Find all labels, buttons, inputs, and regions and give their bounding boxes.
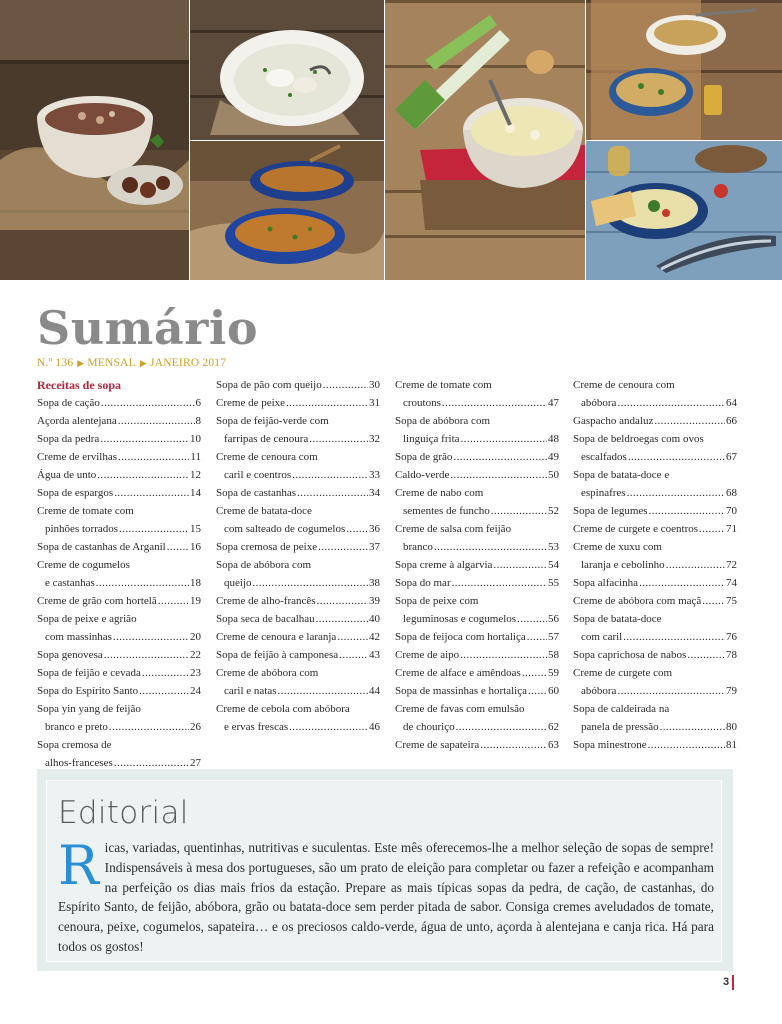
- toc-entry[interactable]: [37, 700, 201, 736]
- toc-entry[interactable]: [395, 412, 559, 448]
- toc-entry[interactable]: [216, 412, 380, 448]
- toc-entry[interactable]: [37, 484, 201, 502]
- toc-leader-dots: [648, 736, 725, 754]
- toc-entry-title: leguminosas e cogumelos: [403, 613, 517, 625]
- page-title: Sumário: [37, 301, 259, 355]
- toc-leader-dots: [434, 538, 547, 556]
- toc-entry[interactable]: [216, 664, 380, 700]
- toc-entry[interactable]: [395, 466, 559, 484]
- toc-entry-page: 59: [548, 667, 559, 679]
- toc-entry-page: 68: [726, 487, 737, 499]
- toc-column-1: [37, 376, 201, 790]
- toc-entry[interactable]: [395, 448, 559, 466]
- toc-entry[interactable]: [395, 574, 559, 592]
- toc-entry-title: com salteado de cogumelos: [224, 523, 346, 535]
- toc-entry-title: Sopa de peixe com: [395, 595, 479, 607]
- toc-entry-page: 32: [369, 433, 380, 445]
- toc-leader-dots: [649, 502, 725, 520]
- toc-entry-page: 12: [190, 469, 201, 481]
- toc-leader-dots: [317, 592, 368, 610]
- toc-entry[interactable]: [216, 502, 380, 538]
- toc-entry-title: e ervas frescas: [224, 721, 289, 733]
- toc-entry[interactable]: [37, 646, 201, 664]
- toc-entry-page: 63: [548, 739, 559, 751]
- toc-entry[interactable]: [573, 466, 737, 502]
- toc-entry-page: 15: [190, 523, 201, 535]
- toc-entry-title: abóbora: [581, 397, 617, 409]
- toc-entry[interactable]: [216, 448, 380, 484]
- toc-entry-page: 66: [726, 415, 737, 427]
- toc-entry-title: Sopa de legumes: [573, 505, 648, 517]
- toc-entry[interactable]: [395, 376, 559, 412]
- toc-entry[interactable]: [573, 574, 737, 592]
- toc-entry-title: Creme de alface e amêndoas: [395, 667, 521, 679]
- toc-entry-title: Sopa de castanhas: [216, 487, 297, 499]
- toc-entry-page: 19: [190, 595, 201, 607]
- toc-column-2: [216, 376, 380, 736]
- toc-entry-page: 62: [548, 721, 559, 733]
- toc-entry-page: 81: [726, 739, 737, 751]
- toc-entry-title: Sopa de batata-doce e: [573, 469, 670, 481]
- toc-entry-page: 79: [726, 685, 737, 697]
- toc-entry-title: Sopa de castanhas de Arganil: [37, 541, 166, 553]
- toc-entry-page: 53: [548, 541, 559, 553]
- toc-entry-page: 24: [190, 685, 201, 697]
- editorial-text: icas, variadas, quentinhas, nutritivas e suculentas. Este mês oferecemos-lhe a melhor seleção de sopas de sempre! Indispensáveis à mesa dos portugueses, são um prato de eleição para completar ou fazer a refeição e acompanham na perfeição os dias mais frios da estação. Prepare as mais típicas sopas da pedra, de cação, de castanhas, do Espírito Santo, de feijão, abóbora, grão ou batata-doce sem perder pitada de sabor. Consiga cremes aveludados de tomate, cenoura, peixe, cogumelos, sapateira… e os preciosos caldo-verde, água de unto, açorda à alentejana e canja rica. Há para todos os gostos!: [58, 840, 714, 954]
- toc-entry-title: Creme de abóbora com maçã: [573, 595, 702, 607]
- toc-leader-dots: [292, 466, 368, 484]
- issue-date: JANEIRO 2017: [150, 357, 227, 369]
- toc-entry-page: 71: [726, 523, 737, 535]
- toc-entry-page: 75: [726, 595, 737, 607]
- toc-entry[interactable]: [573, 520, 737, 538]
- toc-entry-title: branco: [403, 541, 433, 553]
- toc-leader-dots: [528, 682, 547, 700]
- page-number-bar: [732, 975, 734, 990]
- toc-entry[interactable]: [395, 646, 559, 664]
- toc-leader-dots: [666, 556, 725, 574]
- toc-entry-title: Creme de cogumelos: [37, 559, 130, 571]
- toc-leader-dots: [617, 394, 725, 412]
- toc-entry-page: 52: [548, 505, 559, 517]
- toc-entry[interactable]: [395, 628, 559, 646]
- toc-entry-page: 80: [726, 721, 737, 733]
- toc-entry[interactable]: [573, 502, 737, 520]
- toc-entry[interactable]: [573, 538, 737, 574]
- toc-entry-page: 54: [548, 559, 559, 571]
- toc-entry[interactable]: [37, 556, 201, 592]
- toc-entry-title: Sopa alfacinha: [573, 577, 639, 589]
- toc-entry-title: abóbora: [581, 685, 617, 697]
- toc-entry-page: 58: [548, 649, 559, 661]
- toc-entry-page: 70: [726, 505, 737, 517]
- photo-vegetable-soups: [190, 141, 384, 280]
- toc-entry[interactable]: [395, 520, 559, 556]
- toc-entry-page: 36: [369, 523, 380, 535]
- toc-entry-title: Creme de xuxu com: [573, 541, 662, 553]
- toc-entry-title: laranja e cebolinho: [581, 559, 665, 571]
- toc-leader-dots: [142, 664, 189, 682]
- toc-entry-title: caril e coentros: [224, 469, 292, 481]
- toc-leader-dots: [460, 646, 547, 664]
- toc-entry-title: Creme de alho-francês: [216, 595, 316, 607]
- toc-entry-title: e castanhas: [45, 577, 95, 589]
- toc-leader-dots: [687, 646, 725, 664]
- toc-entry-page: 48: [548, 433, 559, 445]
- toc-entry-page: 47: [548, 397, 559, 409]
- toc-entry-title: Sopa de abóbora com: [216, 559, 311, 571]
- toc-leader-dots: [139, 682, 189, 700]
- toc-leader-dots: [113, 628, 189, 646]
- toc-entry-page: 30: [369, 379, 380, 391]
- toc-entry-page: 14: [190, 487, 201, 499]
- toc-entry-title: branco e preto: [45, 721, 108, 733]
- toc-entry-title: Creme de salsa com feijão: [395, 523, 512, 535]
- toc-entry-title: queijo: [224, 577, 252, 589]
- toc-entry-page: 34: [369, 487, 380, 499]
- toc-entry-title: alhos-franceses: [45, 757, 113, 769]
- toc-leader-dots: [253, 574, 369, 592]
- toc-leader-dots: [118, 412, 195, 430]
- toc-leader-dots: [491, 502, 547, 520]
- toc-entry-title: Sopa de beldroegas com ovos: [573, 433, 704, 445]
- toc-entry-title: espinafres: [581, 487, 626, 499]
- toc-entry-page: 60: [548, 685, 559, 697]
- toc-entry[interactable]: [216, 556, 380, 592]
- toc-entry[interactable]: [395, 700, 559, 736]
- toc-entry-page: 23: [190, 667, 201, 679]
- toc-entry-title: Gaspacho andaluz: [573, 415, 654, 427]
- toc-entry-page: 78: [726, 649, 737, 661]
- toc-leader-dots: [623, 628, 725, 646]
- toc-entry-title: Creme de cenoura com: [216, 451, 318, 463]
- toc-entry-title: linguiça frita: [403, 433, 460, 445]
- toc-entry-title: Sopa de espargos: [37, 487, 114, 499]
- editorial-body: [58, 834, 714, 957]
- toc-entry-page: 64: [726, 397, 737, 409]
- toc-leader-dots: [109, 718, 189, 736]
- toc-leader-dots: [114, 484, 189, 502]
- toc-entry-page: 74: [726, 577, 737, 589]
- toc-leader-dots: [119, 520, 189, 538]
- toc-entry-title: Sopa de feijoca com hortaliça: [395, 631, 526, 643]
- toc-entry-title: Sopa de caldeirada na: [573, 703, 670, 715]
- toc-leader-dots: [617, 682, 725, 700]
- toc-column-4: [573, 376, 737, 754]
- toc-column-3: [395, 376, 559, 754]
- toc-entry[interactable]: [37, 448, 201, 466]
- toc-leader-dots: [289, 718, 368, 736]
- toc-entry[interactable]: [573, 430, 737, 466]
- toc-entry-title: Caldo-verde: [395, 469, 450, 481]
- toc-leader-dots: [100, 430, 189, 448]
- toc-entry-page: 27: [190, 757, 201, 769]
- toc-entry-title: Creme de cenoura e laranja: [216, 631, 337, 643]
- editorial-title: Editorial: [58, 795, 189, 831]
- toc-entry-title: Sopa de peixe e agrião: [37, 613, 137, 625]
- triangle-icon: ▶: [77, 358, 85, 368]
- page-number: 3: [723, 976, 730, 988]
- toc-leader-dots: [318, 538, 368, 556]
- toc-entry-title: Creme de sapateira: [395, 739, 480, 751]
- toc-entry[interactable]: [573, 700, 737, 736]
- toc-entry-title: Creme de tomate com: [395, 379, 492, 391]
- toc-entry-title: pinhões torrados: [45, 523, 119, 535]
- toc-entry-title: Sopa cremosa de peixe: [216, 541, 318, 553]
- toc-leader-dots: [316, 610, 368, 628]
- toc-entry-title: Creme de cenoura com: [573, 379, 675, 391]
- photo-strip: [0, 0, 782, 280]
- toc-entry-page: 50: [548, 469, 559, 481]
- toc-entry-page: 8: [195, 415, 201, 427]
- toc-entry-title: Creme de batata-doce: [216, 505, 312, 517]
- toc-entry-title: Água de unto: [37, 469, 97, 481]
- toc-entry[interactable]: [37, 682, 201, 700]
- toc-entry-title: Sopa de feijão à camponesa: [216, 649, 339, 661]
- toc-leader-dots: [442, 394, 547, 412]
- toc-leader-dots: [456, 718, 547, 736]
- editorial-dropcap: R: [58, 834, 99, 897]
- toc-entry-page: 22: [190, 649, 201, 661]
- toc-entry[interactable]: [573, 610, 737, 646]
- toc-entry-title: Sopa do mar: [395, 577, 451, 589]
- toc-leader-dots: [702, 592, 725, 610]
- toc-entry-page: 6: [195, 397, 201, 409]
- toc-leader-dots: [297, 484, 368, 502]
- toc-entry[interactable]: [216, 538, 380, 556]
- toc-leader-dots: [480, 736, 547, 754]
- toc-entry-title: Creme de peixe: [216, 397, 286, 409]
- toc-entry-page: 57: [548, 631, 559, 643]
- toc-entry-title: Sopa yin yang de feijão: [37, 703, 141, 715]
- toc-leader-dots: [339, 646, 368, 664]
- toc-entry[interactable]: [216, 394, 380, 412]
- toc-entry-title: Sopa de batata-doce: [573, 613, 662, 625]
- toc-entry-page: 72: [726, 559, 737, 571]
- toc-entry-title: Creme de grão com hortelã: [37, 595, 157, 607]
- toc-entry-page: 33: [369, 469, 380, 481]
- toc-leader-dots: [286, 394, 368, 412]
- toc-leader-dots: [628, 448, 725, 466]
- toc-entry-page: 56: [548, 613, 559, 625]
- toc-entry-page: 26: [190, 721, 201, 733]
- toc-entry-page: 55: [548, 577, 559, 589]
- issue-number: N.º 136: [37, 357, 74, 369]
- photo-chestnut-soup: [0, 0, 189, 280]
- toc-entry-title: Sopa de massinhas e hortaliça: [395, 685, 527, 697]
- toc-leader-dots: [309, 430, 368, 448]
- toc-leader-dots: [453, 448, 547, 466]
- toc-entry-page: 43: [369, 649, 380, 661]
- toc-entry-title: Sopa de grão: [395, 451, 453, 463]
- toc-entry-title: Sopa creme à algarvia: [395, 559, 493, 571]
- toc-entry-title: panela de pressão: [581, 721, 659, 733]
- toc-entry-page: 40: [369, 613, 380, 625]
- toc-entry-title: escalfados: [581, 451, 627, 463]
- toc-leader-dots: [461, 430, 547, 448]
- toc-entry[interactable]: [37, 736, 201, 772]
- toc-entry[interactable]: [216, 592, 380, 610]
- toc-entry-page: 16: [190, 541, 201, 553]
- toc-entry-page: 18: [190, 577, 201, 589]
- toc-leader-dots: [97, 466, 189, 484]
- toc-leader-dots: [104, 646, 189, 664]
- toc-entry[interactable]: [573, 376, 737, 412]
- toc-leader-dots: [493, 556, 547, 574]
- toc-entry-title: croutons: [403, 397, 441, 409]
- toc-entry[interactable]: [37, 394, 201, 412]
- toc-entry-title: Creme de nabo com: [395, 487, 484, 499]
- toc-entry-title: Sopa de feijão-verde com: [216, 415, 329, 427]
- toc-entry[interactable]: [216, 700, 380, 736]
- toc-entry[interactable]: [37, 538, 201, 556]
- toc-entry-title: Sopa cremosa de: [37, 739, 112, 751]
- toc-entry-title: Creme de ervilhas: [37, 451, 118, 463]
- issue-frequency: MENSAL: [87, 357, 136, 369]
- triangle-icon: ▶: [139, 358, 148, 368]
- toc-entry-title: caril e natas: [224, 685, 277, 697]
- toc-entry[interactable]: [216, 646, 380, 664]
- toc-entry-title: de chouriço: [403, 721, 455, 733]
- toc-leader-dots: [167, 538, 189, 556]
- toc-entry[interactable]: [573, 736, 737, 754]
- toc-entry-page: 11: [190, 451, 201, 463]
- toc-entry-page: 67: [726, 451, 737, 463]
- toc-entry[interactable]: [395, 484, 559, 520]
- toc-entry[interactable]: [573, 592, 737, 610]
- toc-entry-page: 37: [369, 541, 380, 553]
- toc-entry-title: Sopa minestrone: [573, 739, 647, 751]
- toc-entry-page: 20: [190, 631, 201, 643]
- toc-entry-title: com massinhas: [45, 631, 112, 643]
- toc-entry[interactable]: [216, 376, 380, 394]
- toc-section-heading: Receitas de sopa: [37, 378, 121, 392]
- toc-leader-dots: [96, 574, 189, 592]
- toc-entry-title: Sopa do Espírito Santo: [37, 685, 139, 697]
- toc-entry[interactable]: [395, 736, 559, 754]
- toc-entry-page: 38: [369, 577, 380, 589]
- toc-entry[interactable]: [573, 646, 737, 664]
- toc-entry[interactable]: [395, 592, 559, 628]
- toc-entry[interactable]: [395, 682, 559, 700]
- toc-entry[interactable]: [37, 430, 201, 448]
- toc-entry-title: Creme de abóbora com: [216, 667, 319, 679]
- toc-leader-dots: [337, 628, 368, 646]
- toc-entry-page: 49: [548, 451, 559, 463]
- toc-leader-dots: [527, 628, 547, 646]
- photo-leek-soup: [385, 0, 585, 280]
- toc-leader-dots: [517, 610, 547, 628]
- toc-entry[interactable]: [37, 502, 201, 538]
- toc-leader-dots: [627, 484, 725, 502]
- toc-entry[interactable]: [216, 484, 380, 502]
- toc-leader-dots: [118, 448, 189, 466]
- toc-entry-title: Creme de curgete e coentros: [573, 523, 699, 535]
- toc-entry-title: Creme de curgete com: [573, 667, 673, 679]
- toc-entry-page: 10: [190, 433, 201, 445]
- toc-leader-dots: [450, 466, 547, 484]
- toc-leader-dots: [278, 682, 368, 700]
- toc-leader-dots: [660, 718, 725, 736]
- toc-entry[interactable]: [395, 556, 559, 574]
- toc-entry-title: Sopa de cação: [37, 397, 100, 409]
- toc-leader-dots: [639, 574, 725, 592]
- toc-entry-page: 46: [369, 721, 380, 733]
- photo-bread-soups: [586, 0, 782, 140]
- toc-leader-dots: [158, 592, 189, 610]
- toc-entry[interactable]: [37, 412, 201, 430]
- toc-entry[interactable]: [37, 664, 201, 682]
- toc-entry-page: 31: [369, 397, 380, 409]
- toc-entry-page: 76: [726, 631, 737, 643]
- toc-leader-dots: [522, 664, 547, 682]
- toc-leader-dots: [346, 520, 368, 538]
- toc-entry-title: Creme de favas com emulsão: [395, 703, 525, 715]
- toc-entry-title: Sopa caprichosa de nabos: [573, 649, 687, 661]
- toc-leader-dots: [452, 574, 547, 592]
- toc-entry[interactable]: [216, 628, 380, 646]
- toc-leader-dots: [699, 520, 725, 538]
- toc-leader-dots: [101, 394, 195, 412]
- toc-entry-title: com caril: [581, 631, 623, 643]
- toc-entry-title: farripas de cenoura: [224, 433, 309, 445]
- photo-fish-soup: [190, 0, 384, 140]
- toc-entry-title: sementes de funcho: [403, 505, 490, 517]
- toc-entry-page: 44: [369, 685, 380, 697]
- toc-entry[interactable]: [37, 466, 201, 484]
- toc-entry-title: Sopa seca de bacalhau: [216, 613, 315, 625]
- toc-entry-title: Creme de cebola com abóbora: [216, 703, 350, 715]
- toc-entry[interactable]: [37, 610, 201, 646]
- toc-entry-title: Sopa de feijão e cevada: [37, 667, 141, 679]
- toc-entry-title: Sopa de abóbora com: [395, 415, 490, 427]
- toc-entry-title: Açorda alentejana: [37, 415, 117, 427]
- toc-leader-dots: [323, 376, 368, 394]
- toc-entry-title: Creme de tomate com: [37, 505, 134, 517]
- toc-entry[interactable]: [37, 592, 201, 610]
- toc-leader-dots: [654, 412, 725, 430]
- issue-info: [37, 357, 226, 369]
- toc-entry[interactable]: [216, 610, 380, 628]
- toc-entry[interactable]: [573, 664, 737, 700]
- toc-entry-title: Sopa genovesa: [37, 649, 103, 661]
- toc-entry-page: 42: [369, 631, 380, 643]
- toc-entry[interactable]: [573, 412, 737, 430]
- photo-gazpacho-fish: [586, 141, 782, 280]
- toc-entry-title: Creme de aipo: [395, 649, 460, 661]
- toc-entry[interactable]: [395, 664, 559, 682]
- toc-entry-title: Sopa da pedra: [37, 433, 100, 445]
- toc-entry-title: Sopa de pão com queijo: [216, 379, 322, 391]
- toc-entry-page: 39: [369, 595, 380, 607]
